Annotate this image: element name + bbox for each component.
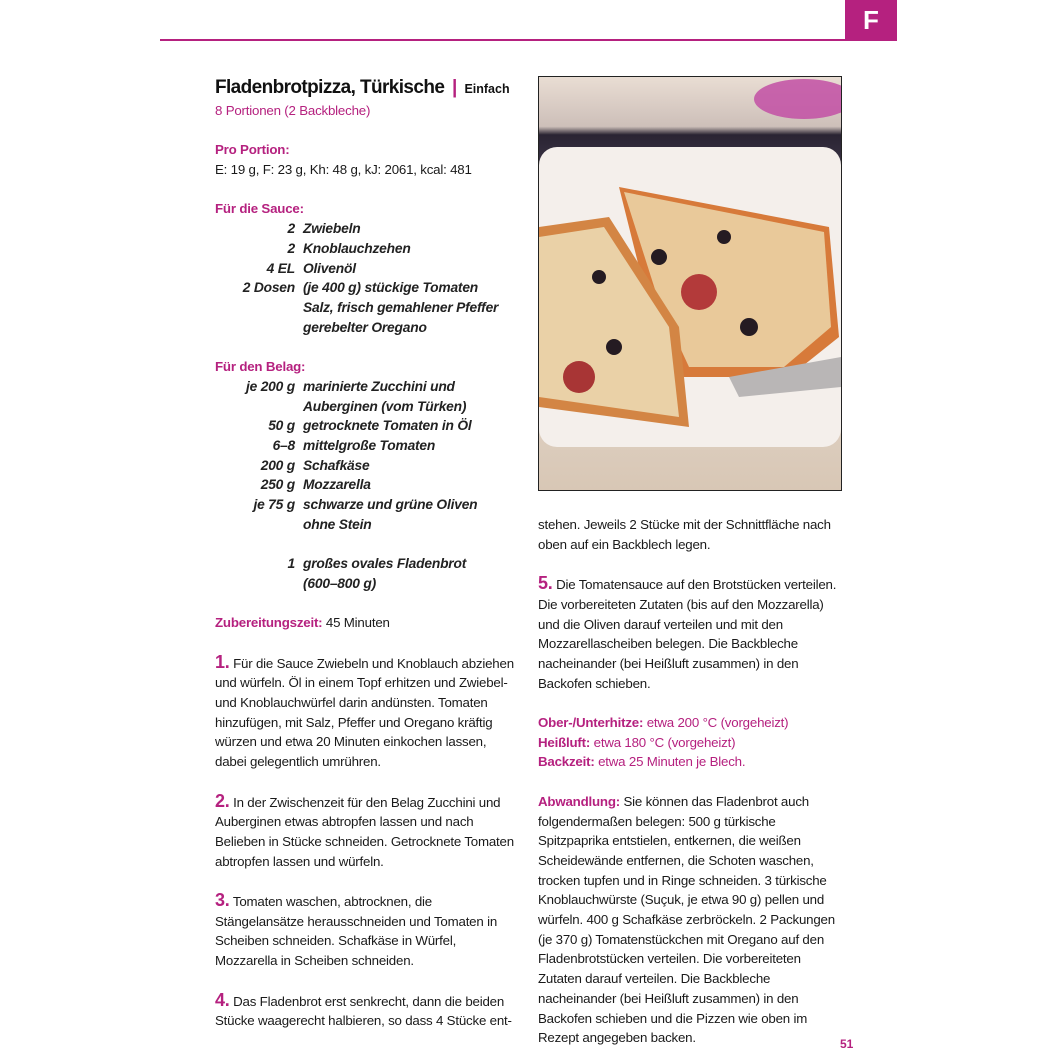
step <box>538 514 843 554</box>
left-column <box>215 76 515 1031</box>
ingredient-row <box>215 416 515 436</box>
ingredient-qty: 2 <box>287 221 295 237</box>
ingredient-name: Salz, frisch gemahlener Pfeffer <box>303 300 499 315</box>
prep-time-value: 45 Minuten <box>325 615 390 631</box>
pizza-photo <box>538 76 842 491</box>
baking-label: Ober-/Unterhitze: <box>538 715 644 730</box>
step <box>215 891 515 971</box>
topping-heading: Für den Belag: <box>215 359 306 375</box>
header-rule <box>160 39 897 41</box>
ingredient-name: (je 400 g) stückige Tomaten <box>303 280 479 296</box>
ingredient-name: gerebelter Oregano <box>303 319 427 335</box>
ingredient-row <box>215 475 515 495</box>
baking-value: etwa 180 °C (vorgeheizt) <box>593 734 736 750</box>
ingredient-name: Knoblauchzehen <box>303 240 411 256</box>
recipe-title: Fladenbrotpizza, Türkische <box>215 77 445 98</box>
ingredient-qty: je 75 g <box>253 497 295 513</box>
right-column <box>538 514 843 1048</box>
ingredient-name: marinierte Zucchini und <box>303 378 455 394</box>
ingredient-name: großes ovales Fladenbrot <box>303 556 467 572</box>
variation-label: Abwandlung: <box>538 793 620 809</box>
step-number: 2. <box>215 790 230 811</box>
step <box>215 653 515 772</box>
topping-ingredient-list <box>215 377 515 594</box>
ingredient-name: getrocknete Tomaten in Öl <box>303 418 472 434</box>
ingredient-qty: 4 EL <box>266 260 295 276</box>
ingredient-row <box>215 298 515 318</box>
ingredient-qty <box>215 318 303 338</box>
recipe-title-line <box>215 76 515 101</box>
baking-label: Backzeit: <box>538 754 595 770</box>
ingredient-row <box>215 219 515 239</box>
step-text: Das Fladenbrot erst senkrecht, dann die beiden Stücke waagerecht halbieren, so dass 4 Stücke ent- <box>215 993 512 1029</box>
ingredient-name: Mozzarella <box>303 477 371 493</box>
baking-row <box>538 733 843 753</box>
steps-right <box>538 514 843 693</box>
prep-time-label: Zubereitungszeit: <box>215 615 323 631</box>
ingredient-qty <box>215 397 303 417</box>
title-separator: | <box>452 77 457 98</box>
ingredient-row <box>215 554 515 574</box>
ingredient-qty: 200 g <box>260 457 295 473</box>
ingredient-name: schwarze und grüne Oliven <box>303 497 478 513</box>
ingredient-name: mittelgroße Tomaten <box>303 437 436 453</box>
ingredient-qty: 2 Dosen <box>242 280 295 296</box>
ingredient-qty <box>215 534 303 554</box>
ingredient-name: (600–800 g) <box>303 575 376 591</box>
baking-info <box>538 713 843 772</box>
ingredient-name: Schafkäse <box>303 457 370 473</box>
ingredient-qty: je 200 g <box>245 378 295 394</box>
ingredient-name: ohne Stein <box>303 516 372 532</box>
ingredient-row <box>215 515 515 535</box>
step-number: 1. <box>215 651 230 672</box>
ingredient-row <box>215 436 515 456</box>
nutrition-label: Pro Portion: <box>215 142 290 158</box>
ingredient-row <box>215 456 515 476</box>
step-text: Für die Sauce Zwiebeln und Knoblauch abziehen und würfeln. Öl in einem Topf erhitzen und Zwiebel- und Knoblauchwürfel darin andünsten. Tomaten hinzufügen, mit Salz, Pfeffer und Oregano kräftig würzen und etwa 20 Minuten einkochen lassen, dabei gelegentlich umrühren. <box>215 655 514 770</box>
ingredient-row <box>215 574 515 594</box>
step <box>215 792 515 872</box>
step-text: stehen. Jeweils 2 Stücke mit der Schnittfläche nach oben auf ein Backblech legen. <box>538 517 831 552</box>
ingredient-row <box>215 239 515 259</box>
sauce-ingredient-list <box>215 219 515 337</box>
ingredient-name: Olivenöl <box>303 260 356 276</box>
page-number: 51 <box>840 1037 854 1051</box>
baking-value: etwa 25 Minuten je Blech. <box>598 754 746 770</box>
servings: 8 Portionen (2 Backbleche) <box>215 103 371 118</box>
sauce-heading: Für die Sauce: <box>215 201 304 217</box>
ingredient-qty: 50 g <box>268 418 295 434</box>
step <box>538 574 843 693</box>
variation-text: Sie können das Fladenbrot auch folgendermaßen belegen: 500 g türkische Spitzpaprika entstielen, entkernen, die weißen Scheidewände entfernen, die Schoten waschen, trocken tupfen und in Ringe schneiden. 3 türkische Knoblauchwürste (Suçuk, je etwa 90 g) pellen und würfeln. 400 g Schafkäse zerbröckeln. 2 Packungen (je 370 g) Tomatenstückchen mit Oregano auf den Fladenbrotstücken verteilen. Die vorbereiteten Zutaten darauf verteilen. Die Backbleche nacheinander (bei Heißluft zusammen) in den Backofen schieben und die Pizzen wie oben im Rezept angegeben backen. <box>538 793 835 1046</box>
ingredient-name: Zwiebeln <box>303 221 361 237</box>
step <box>215 991 515 1031</box>
steps-left <box>215 653 515 1031</box>
ingredient-name <box>303 534 515 554</box>
ingredient-name: Auberginen (vom Türken) <box>303 398 467 414</box>
baking-value: etwa 200 °C (vorgeheizt) <box>646 715 789 730</box>
step-number: 4. <box>215 989 230 1010</box>
prep-time <box>215 613 515 633</box>
ingredient-row <box>215 495 515 515</box>
ingredient-qty: 2 <box>287 240 295 256</box>
nutrition-values: E: 19 g, F: 23 g, Kh: 48 g, kJ: 2061, kcal: 481 <box>215 162 472 178</box>
ingredient-row <box>215 377 515 397</box>
difficulty: Einfach <box>464 82 510 96</box>
step-number: 3. <box>215 890 230 910</box>
step-text: Die Tomatensauce auf den Brotstücken verteilen. Die vorbereiteten Zutaten (bis auf den Mozzarella) und die Oliven darauf verteilen und mit den Mozzarellascheiben belegen. Die Backbleche nacheinander (bei Heißluft zusammen) in den Backofen schieben. <box>538 577 837 691</box>
baking-label: Heißluft: <box>538 734 591 750</box>
step-text: Tomaten waschen, abtrocknen, die Stängelansätze herausschneiden und Tomaten in Scheiben schneiden. Schafkäse in Würfel, Mozzarella in Scheiben schneiden. <box>215 894 498 969</box>
baking-row <box>538 713 843 733</box>
section-tab <box>845 0 897 41</box>
variation <box>538 792 843 1048</box>
ingredient-row <box>215 278 515 298</box>
ingredient-qty: 6–8 <box>272 437 295 453</box>
ingredient-qty: 1 <box>287 556 295 572</box>
ingredient-row <box>215 259 515 279</box>
ingredient-qty <box>215 298 303 318</box>
ingredient-qty <box>215 574 303 594</box>
section-letter: F <box>863 5 879 35</box>
step-number: 5. <box>538 573 553 594</box>
step-text: In der Zwischenzeit für den Belag Zucchini und Auberginen etwas abtropfen lassen und nach Belieben in Stücke schneiden. Getrocknete Tomaten abtropfen lassen und würfeln. <box>215 794 514 869</box>
ingredient-row <box>215 318 515 338</box>
ingredient-qty: 250 g <box>260 477 295 493</box>
ingredient-row <box>215 397 515 417</box>
ingredient-row <box>215 534 515 554</box>
baking-row <box>538 752 843 772</box>
ingredient-qty <box>215 515 303 535</box>
